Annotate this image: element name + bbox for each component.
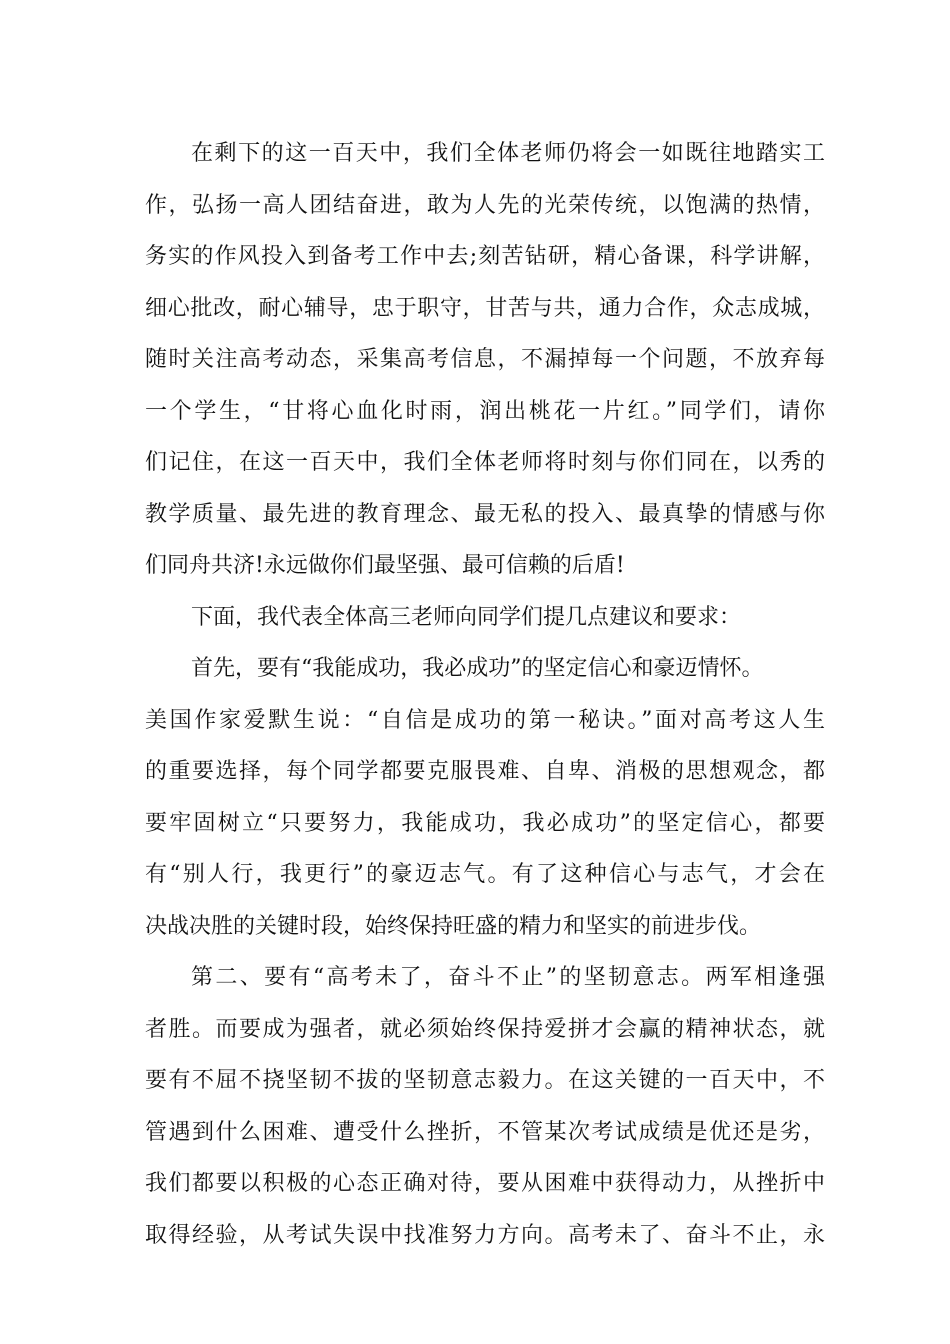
- paragraph-line: 们同舟共济!永远做你们最坚强、最可信赖的后盾!: [145, 553, 625, 578]
- paragraph-line: 取得经验，从考试失误中找准努力方向。高考未了、奋斗不止，永: [145, 1222, 825, 1248]
- paragraph-line: 们记住，在这一百天中，我们全体老师将时刻与你们同在，以秀的: [145, 450, 825, 475]
- paragraph-line: 细心批改，耐心辅导，忠于职守，甘苦与共，通力合作，众志成城，: [145, 295, 825, 321]
- paragraph-line: 我们都要以积极的心态正确对待，要从困难中获得动力，从挫折中: [145, 1171, 825, 1196]
- paragraph-line: 随时关注高考动态，采集高考信息，不漏掉每一个问题，不放弃每: [145, 347, 825, 372]
- paragraph-line: 下面，我代表全体高三老师向同学们提几点建议和要求：: [191, 604, 742, 630]
- paragraph-line: 一个学生，“甘将心血化时雨，润出桃花一片红。”同学们，请你: [145, 398, 825, 424]
- document-body: [145, 128, 825, 1261]
- paragraph-line: 在剩下的这一百天中，我们全体老师仍将会一如既往地踏实工: [191, 141, 825, 166]
- paragraph-line: 作，弘扬一高人团结奋进，敢为人先的光荣传统，以饱满的热情，: [145, 192, 825, 218]
- paragraph-line: 决战决胜的关键时段，始终保持旺盛的精力和坚实的前进步伐。: [145, 913, 762, 939]
- paragraph-line: 教学质量、最先进的教育理念、最无私的投入、最真挚的情感与你: [145, 501, 825, 527]
- paragraph-line: 第二、要有“高考未了，奋斗不止”的坚韧意志。两军相逢强: [191, 965, 825, 990]
- paragraph-line: 要有不屈不挠坚韧不拔的坚韧意志毅力。在这关键的一百天中，不: [145, 1068, 825, 1093]
- paragraph-line: 者胜。而要成为强者，就必须始终保持爱拼才会赢的精神状态，就: [145, 1016, 825, 1042]
- paragraph-line: 首先，要有“我能成功，我必成功”的坚定信心和豪迈情怀。: [191, 656, 764, 681]
- paragraph-line: 有“别人行，我更行”的豪迈志气。有了这种信心与志气，才会在: [145, 862, 825, 887]
- paragraph-line: 务实的作风投入到备考工作中去;刻苦钻研，精心备课，科学讲解，: [145, 244, 825, 269]
- paragraph-line: 的重要选择，每个同学都要克服畏难、自卑、消极的思想观念，都: [145, 759, 825, 784]
- paragraph-line: 要牢固树立“只要努力，我能成功，我必成功”的坚定信心，都要: [145, 810, 825, 836]
- paragraph-line: 美国作家爱默生说：“自信是成功的第一秘诀。”面对高考这人生: [145, 707, 825, 733]
- paragraph-line: 管遇到什么困难、遭受什么挫折，不管某次考试成绩是优还是劣，: [145, 1119, 825, 1145]
